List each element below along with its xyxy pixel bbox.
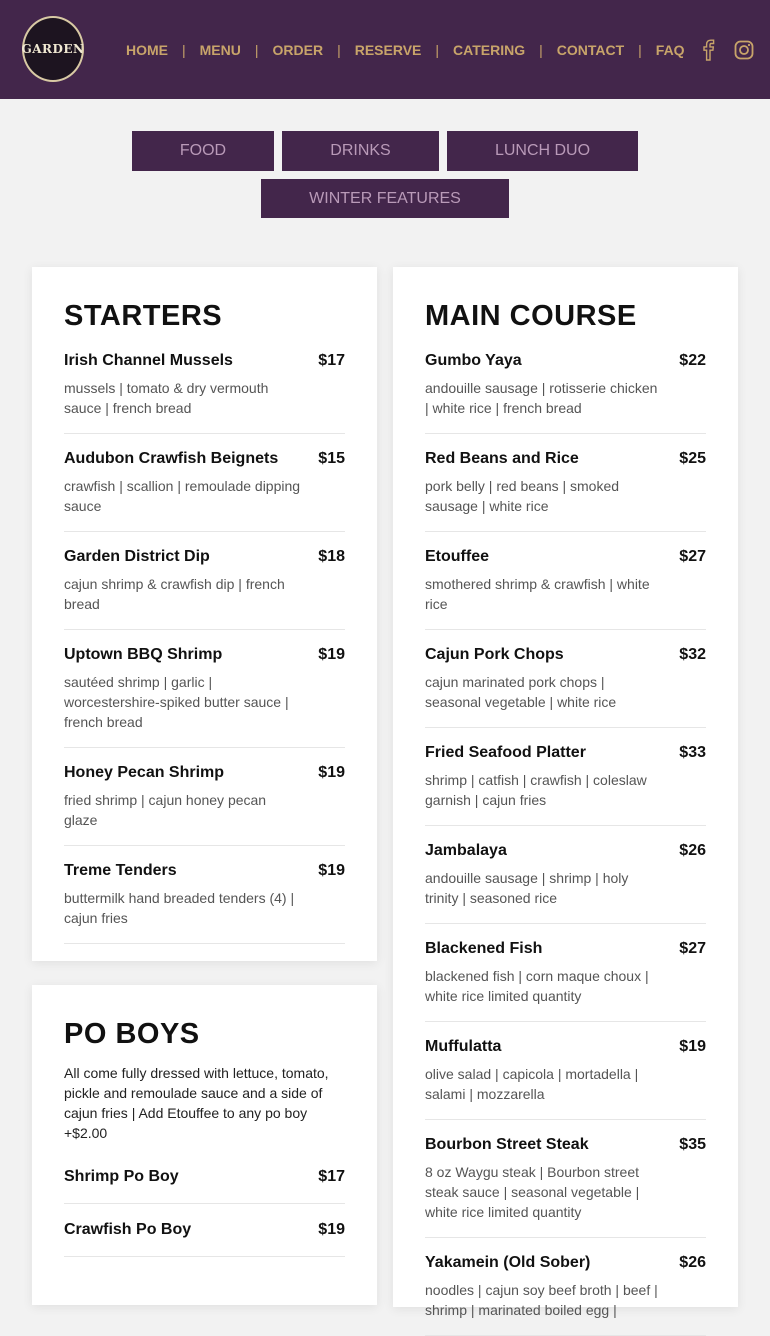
menu-item: [425, 841, 706, 924]
item-description: buttermilk hand breaded tenders (4) | cajun fries: [64, 890, 295, 926]
item-description: shrimp | catfish | crawfish | coleslaw garnish | cajun fries: [425, 772, 647, 808]
item-name: Uptown BBQ Shrimp: [64, 646, 223, 663]
logo[interactable]: [22, 16, 84, 82]
item-description: cajun shrimp & crawfish dip | french bread: [64, 576, 285, 612]
item-name: Jambalaya: [425, 842, 507, 859]
menu-item: [64, 763, 345, 846]
item-description: smothered shrimp & crawfish | white rice: [425, 576, 650, 612]
menu-item: [425, 939, 706, 1022]
item-name: Bourbon Street Steak: [425, 1136, 589, 1153]
menu-item: [425, 743, 706, 826]
menu-item: [64, 449, 345, 532]
menu-item: [64, 1167, 345, 1204]
item-name: Shrimp Po Boy: [64, 1168, 179, 1185]
item-price: $22: [679, 352, 706, 369]
item-name: Honey Pecan Shrimp: [64, 764, 225, 781]
item-name: Etouffee: [425, 548, 489, 565]
item-description: andouille sausage | shrimp | holy trinity | seasoned rice: [425, 870, 629, 906]
menu-item: [64, 351, 345, 434]
item-name: Irish Channel Mussels: [64, 352, 233, 369]
item-description: cajun marinated pork chops | seasonal vegetable | white rice: [425, 674, 617, 710]
item-name: Crawfish Po Boy: [64, 1221, 192, 1238]
item-name: Treme Tenders: [64, 862, 177, 879]
category-drinks-button[interactable]: DRINKS: [282, 131, 439, 171]
item-name: Muffulatta: [425, 1038, 502, 1055]
item-name: Blackened Fish: [425, 940, 543, 957]
item-price: $26: [679, 1254, 706, 1271]
item-description: mussels | tomato & dry vermouth sauce | french bread: [64, 380, 269, 416]
item-price: $19: [318, 764, 345, 781]
item-description: crawfish | scallion | remoulade dipping sauce: [64, 478, 301, 514]
item-price: $19: [318, 1221, 345, 1238]
item-name: Gumbo Yaya: [425, 352, 522, 369]
nav-separator: |: [337, 42, 341, 58]
category-winter-features-button[interactable]: WINTER FEATURES: [261, 179, 509, 218]
nav-separator: |: [435, 42, 440, 58]
menu-item: [425, 351, 706, 434]
nav-separator: |: [539, 42, 543, 58]
item-price: $32: [679, 646, 706, 663]
item-price: $33: [679, 744, 706, 761]
nav-separator: |: [182, 42, 186, 58]
section-note: All come fully dressed with lettuce, tomato, pickle and remoulade sauce and a side of cajun fries | Add Etouffee to any po boy +$2.00: [64, 1065, 329, 1141]
menu-item: [64, 547, 345, 630]
site-header: [0, 0, 770, 99]
item-price: $27: [679, 548, 706, 565]
item-price: $25: [679, 450, 706, 467]
category-lunch-duo-button[interactable]: LUNCH DUO: [447, 131, 638, 171]
item-description: olive salad | capicola | mortadella | salami | mozzarella: [425, 1066, 639, 1102]
nav-menu[interactable]: MENU: [199, 42, 241, 58]
item-name: Cajun Pork Chops: [425, 646, 564, 663]
item-description: sautéed shrimp | garlic | worcestershire-spiked butter sauce | french bread: [64, 674, 289, 730]
item-name: Fried Seafood Platter: [425, 744, 586, 761]
item-price: $15: [318, 450, 345, 467]
item-price: $19: [318, 862, 345, 879]
starters-card: [32, 267, 377, 961]
facebook-icon[interactable]: [698, 38, 720, 62]
main-course-card: [393, 267, 738, 1318]
poboys-card: [32, 985, 377, 1305]
nav-contact[interactable]: CONTACT: [556, 42, 625, 58]
section-title: MAIN COURSE: [425, 300, 637, 332]
item-price: $18: [318, 548, 345, 565]
category-food-button[interactable]: FOOD: [132, 131, 274, 171]
nav-home[interactable]: HOME: [126, 42, 168, 58]
menu-item: [64, 1220, 345, 1257]
menu-item: [425, 1135, 706, 1238]
item-description: blackened fish | corn maque choux | white rice limited quantity: [425, 968, 649, 1004]
menu-item: [425, 645, 706, 728]
nav-order[interactable]: ORDER: [272, 42, 324, 58]
item-name: Garden District Dip: [64, 548, 210, 565]
menu-item: [425, 1253, 706, 1336]
item-price: $17: [318, 352, 345, 369]
item-name: Audubon Crawfish Beignets: [64, 450, 279, 467]
item-name: Red Beans and Rice: [425, 450, 579, 467]
nav-separator: |: [254, 42, 259, 58]
item-description: 8 oz Waygu steak | Bourbon street steak sauce | seasonal vegetable | white rice limited quantity: [425, 1164, 640, 1220]
item-name: Yakamein (Old Sober): [425, 1254, 591, 1271]
item-description: fried shrimp | cajun honey pecan glaze: [64, 792, 267, 828]
menu-item: [64, 861, 345, 944]
item-price: $26: [679, 842, 706, 859]
main-nav: [112, 38, 699, 62]
item-description: noodles | cajun soy beef broth | beef | shrimp | marinated boiled egg |: [425, 1282, 658, 1318]
item-description: andouille sausage | rotisserie chicken | white rice | french bread: [425, 380, 658, 416]
section-title: PO BOYS: [64, 1018, 200, 1050]
item-price: $19: [318, 646, 345, 663]
instagram-icon[interactable]: [733, 38, 755, 62]
nav-separator: |: [638, 42, 642, 58]
item-price: $17: [318, 1168, 345, 1185]
nav-faq[interactable]: FAQ: [655, 42, 685, 58]
menu-item: [425, 449, 706, 532]
nav-catering[interactable]: CATERING: [453, 42, 526, 58]
item-price: $35: [679, 1136, 706, 1153]
item-price: $27: [679, 940, 706, 957]
section-title: STARTERS: [64, 300, 223, 332]
item-description: pork belly | red beans | smoked sausage | white rice: [425, 478, 620, 514]
item-price: $19: [679, 1038, 706, 1055]
menu-item: [425, 547, 706, 630]
menu-item: [64, 645, 345, 748]
nav-reserve[interactable]: RESERVE: [354, 42, 422, 58]
menu-item: [425, 1037, 706, 1120]
logo-text: GARDEN: [21, 42, 85, 56]
